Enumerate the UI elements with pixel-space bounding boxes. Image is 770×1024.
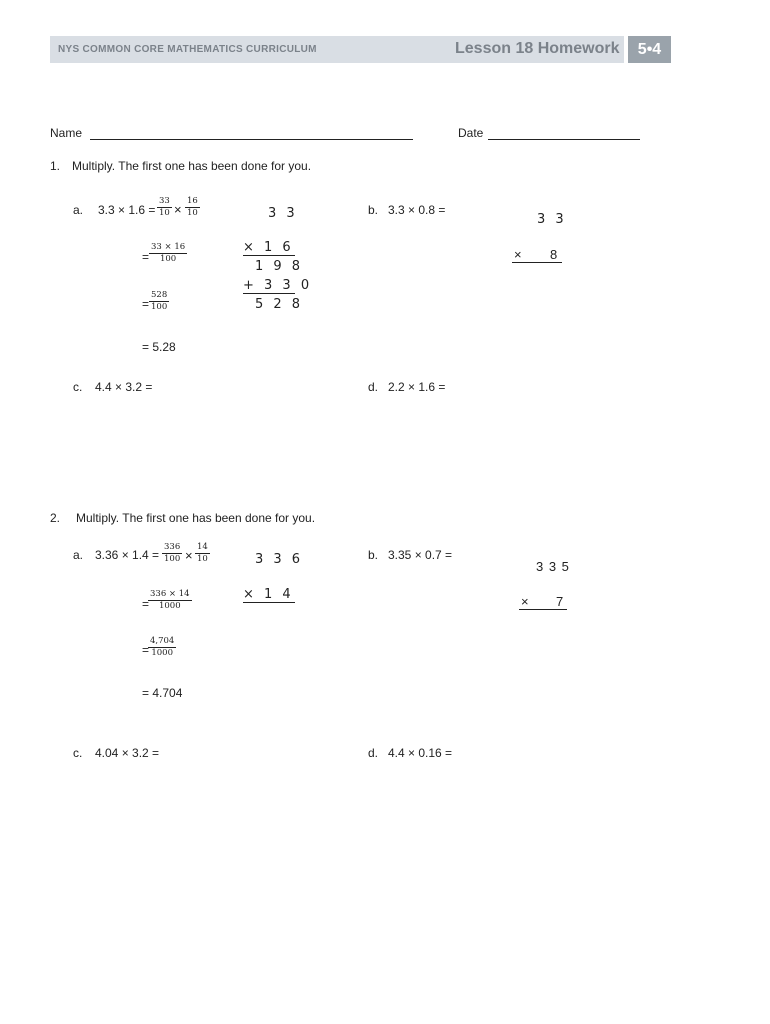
q2a-expression: 3.36 × 1.4 = [95,548,160,562]
q1a-vert-mult: × 1 6 [243,240,294,255]
name-label: Name [50,126,83,140]
q1b-multiplier: 8 [550,247,558,262]
date-field[interactable] [488,139,640,140]
q1d-label: d. [368,380,379,394]
q1b-expression: 3.3 × 0.8 = [388,203,446,217]
q1-number: 1. [50,159,61,173]
q2a-vert-top: 3 3 6 [255,552,304,567]
q2d-label: d. [368,746,379,760]
q2a-step2-fraction: $\frac{336 \times 14}{1000}$ [150,589,190,611]
q2a-step3-fraction: $\frac{4,704}{1000}$ [150,636,175,658]
q2c-label: c. [73,746,83,760]
lesson-title: Lesson 18 Homework [455,40,620,57]
q2a-label: a. [73,548,84,562]
q1a-vert-sum: 5 2 8 [255,297,304,312]
q1a-vert-partial-2: + 3 3 0 [243,278,313,293]
q2a-fraction-2: $\frac{14}{10}$ [197,542,208,564]
q1b-label: b. [368,203,379,217]
q1d-expression: 2.2 × 1.6 = [388,380,446,394]
q1a-equals-3: = [142,297,150,311]
q2c-expression: 4.04 × 3.2 = [95,746,160,760]
q1a-fraction-2: $\frac{16}{10}$ [187,196,198,218]
q2b-vert-top: 3 3 5 [536,559,570,574]
q1a-step2-fraction: $\frac{33 \times 16}{100}$ [151,242,186,264]
q2b-vert-mult-row [519,593,567,610]
q2b-expression: 3.35 × 0.7 = [388,548,453,562]
name-field[interactable] [90,139,413,140]
q1a-times: × [174,202,182,217]
q2b-label: b. [368,548,379,562]
q1a-vert-top: 3 3 [268,206,298,221]
q1a-result: = 5.28 [142,340,176,354]
q1a-label: a. [73,203,84,217]
q1a-step3-fraction: $\frac{528}{100}$ [151,290,168,312]
q2d-expression: 4.4 × 0.16 = [388,746,453,760]
q1a-expression: 3.3 × 1.6 = [98,203,156,217]
q2a-equals-2: = [142,597,150,611]
q1a-vert-partial-1: 1 9 8 [255,259,304,274]
curriculum-title: NYS COMMON CORE MATHEMATICS CURRICULUM [58,44,317,55]
q2a-times: × [185,548,193,563]
q1c-expression: 4.4 × 3.2 = [95,380,153,394]
q2a-result: = 4.704 [142,686,183,700]
q2b-multiplier: 7 [556,594,564,609]
date-label: Date [458,126,484,140]
q2a-fraction-1: $\frac{336}{100}$ [164,542,181,564]
q2-prompt: Multiply. The first one has been done for you. [76,511,316,525]
q2a-equals-3: = [142,643,150,657]
q1a-equals-2: = [142,250,150,264]
q2b-times: × [521,594,529,609]
q2-number: 2. [50,511,61,525]
q1b-vert-top: 3 3 [537,212,567,227]
module-badge: 5•4 [628,36,671,63]
q1b-times: × [514,247,522,262]
q1b-vert-mult-row [512,246,562,263]
q1c-label: c. [73,380,83,394]
q1a-fraction-1: $\frac{33}{10}$ [159,196,170,218]
q1-prompt: Multiply. The first one has been done for you. [72,159,312,173]
q2a-vert-mult: × 1 4 [243,587,294,602]
